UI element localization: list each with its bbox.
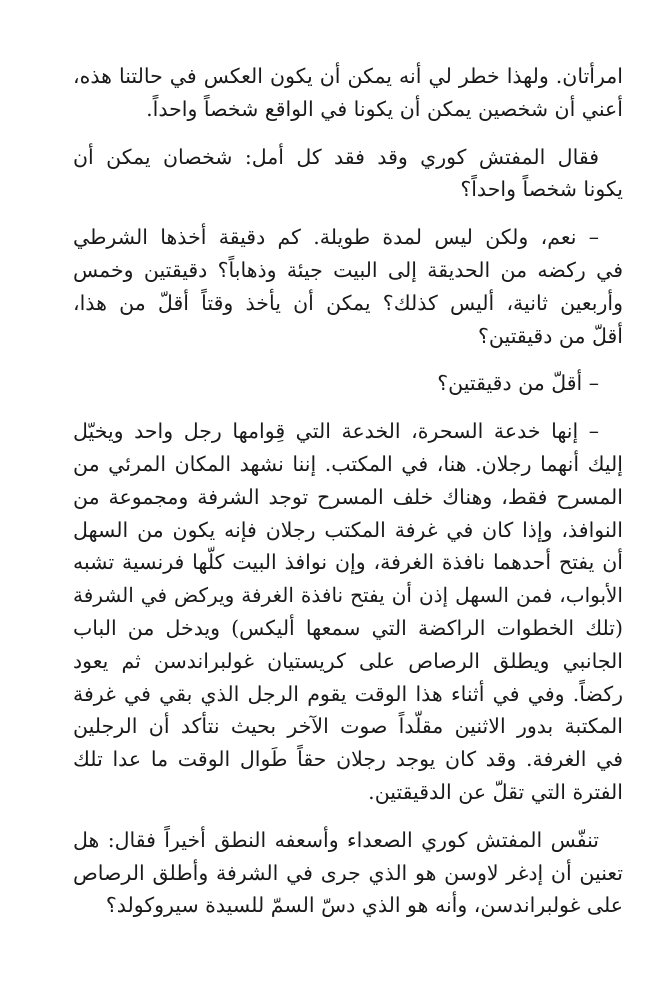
text-line: أعني أن شخصين يمكن أن يكونا في الواقع شخصاً واحداً. [146, 96, 623, 121]
paragraph [73, 824, 623, 922]
text-line: الجانبي ويطلق الرصاص على كريستيان غولبراندسن ثم يعود [73, 648, 623, 673]
text-line: فقال المفتش كوري وقد فقد كل أمل: شخصان يمكن أن [73, 144, 599, 169]
text-line: تعنين أن إدغر لاوسن هو الذي جرى في الشرفة وأطلق الرصاص [73, 860, 623, 885]
text-line: (تلك الخطوات الراكضة التي سمعها أليكس) ويدخل من الباب [73, 615, 623, 640]
text-line: المكتبة بدور الاثنين مقلّداً صوت الآخر بحيث نتأكد أن الرجلين [73, 714, 623, 739]
text-line: الأبواب، فمن السهل إذن أن يفتح نافذة الغرفة ويركض في الشرفة [73, 583, 623, 608]
text-line: إليك أنهما رجلان. هنا، في المكتب. إننا نشهد المكان المرئي من [73, 451, 623, 476]
text-line: على غولبراندسن، وأنه هو الذي دسّ السمّ للسيدة سيروكولد؟ [105, 893, 623, 918]
text-line: الفترة التي تقلّ عن الدقيقتين. [368, 779, 623, 804]
book-page [73, 60, 623, 937]
text-line: – أقلّ من دقيقتين؟ [437, 371, 599, 396]
text-line: ركضاً. وفي في أثناء هذا الوقت يقوم الرجل الذي بقي في غرفة [73, 681, 623, 706]
text-line: المسرح فقط، وهناك خلف المسرح توجد الشرفة ومجموعة من [73, 484, 623, 509]
paragraph [73, 415, 623, 809]
text-line: النوافذ، وإذا كان في غرفة المكتب رجلان فإنه يكون من السهل [73, 517, 623, 542]
paragraph [73, 221, 623, 352]
text-line: وأربعين ثانية، أليس كذلك؟ يمكن أن يأخذ وقتاً أقلّ من هذا، [73, 290, 623, 315]
text-line: أقلّ من دقيقتين؟ [478, 323, 623, 348]
text-line: في ركضه من الحديقة إلى البيت جيئة وذهاباً؟ دقيقتين وخمس [73, 257, 623, 282]
text-line: امرأتان. ولهذا خطر لي أنه يمكن أن يكون العكس في حالتنا هذه، [73, 64, 623, 88]
paragraph [73, 367, 623, 400]
text-line: تنفّس المفتش كوري الصعداء وأسعفه النطق أخيراً فقال: هل [73, 827, 599, 852]
paragraph [73, 60, 623, 126]
text-line: أن يفتح أحدهما نافذة الغرفة، وإن نوافذ البيت كلّها فرنسية تشبه [73, 550, 623, 575]
paragraph [73, 141, 623, 207]
text-line: يكونا شخصاً واحداً؟ [460, 177, 623, 202]
text-line: في الغرفة. وقد كان يوجد رجلان حقاً طَوال الوقت ما عدا تلك [73, 747, 623, 772]
text-line: – إنها خدعة السحرة، الخدعة التي قِوامها رجل واحد ويخيّل [73, 419, 599, 444]
text-line: – نعم، ولكن ليس لمدة طويلة. كم دقيقة أخذها الشرطي [73, 225, 599, 250]
